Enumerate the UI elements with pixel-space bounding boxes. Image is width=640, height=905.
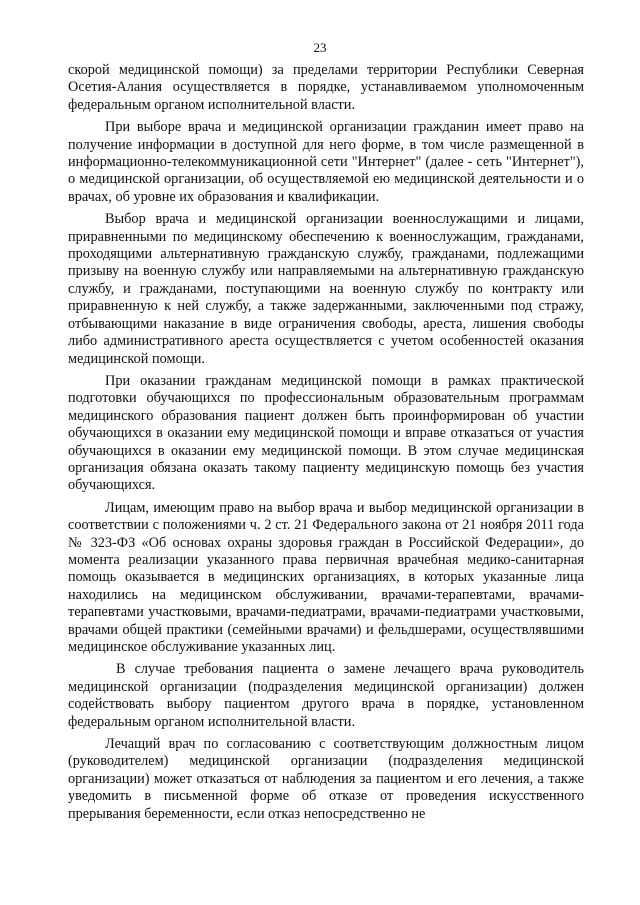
paragraph-doctor-replacement: В случае требования пациента о замене лечащего врача руководитель медицинской организации (подразделения медицинской организации) должен содействовать выбору пациентом другого врача в порядке, установленном федеральным органом исполнительной власти. — [68, 661, 584, 730]
paragraph-federal-law-reference: Лицам, имеющим право на выбор врача и выбор медицинской организации в соответствии с положениями ч. 2 ст. 21 Федерального закона от 21 ноября 2011 года № 323-ФЗ «Об основах охраны здоровья граждан в Российской Федерации», до момента реализации указанного права первичная врачебная медико-санитарная помощь оказывается в медицинских организациях, в которых указанные лица находились на медицинском обслуживании, врачами-терапевтами, врачами-терапевтами участковыми, врачами-педиатрами, врачами-педиатрами участковыми, врачами общей практики (семейными врачами) и фельдшерами, осуществлявшими медицинское обслуживание указанных лиц. — [68, 499, 584, 655]
paragraph-doctor-choice-information: При выборе врача и медицинской организации гражданин имеет право на получение информации в доступной для него форме, в том числе размещенной в информационно-телекоммуникационной сети "Интернет" (далее - сеть "Интернет"), о медицинской организации, об осуществляемой ею медицинской деятельности и о врачах, об уровне их образования и квалификации. — [68, 119, 584, 205]
page-number: 23 — [313, 40, 327, 55]
paragraph-doctor-refusal: Лечащий врач по согласованию с соответствующим должностным лицом (руководителем) медицинской организации (подразделения медицинской организации) может отказаться от наблюдения за пациентом и его лечения, а также уведомить в письменной форме об отказе от проведения искусственного прерывания беременности, если отказ непосредственно не — [68, 736, 584, 822]
document-body — [68, 62, 584, 823]
paragraph-military-personnel-choice: Выбор врача и медицинской организации военнослужащими и лицами, приравненными по медицинскому обеспечению к военнослужащим, гражданами, проходящими альтернативную гражданскую службу, гражданами, подлежащими призыву на военную службу или направляемыми на альтернативную гражданскую службу, и гражданами, поступающими на военную службу по контракту или приравненную к ней службу, а также задержанными, заключенными под стражу, отбывающими наказание в виде ограничения свободы, ареста, лишения свободы либо административного ареста осуществляется с учетом особенностей оказания медицинской помощи. — [68, 211, 584, 367]
paragraph-student-participation: При оказании гражданам медицинской помощи в рамках практической подготовки обучающихся по профессиональным образовательным программам медицинского образования пациент должен быть проинформирован об участии обучающихся в оказании ему медицинской помощи и вправе отказаться от участия обучающихся в оказании ему медицинской помощи. В этом случае медицинская организация обязана оказать такому пациенту медицинскую помощь без участия обучающихся. — [68, 372, 584, 494]
paragraph-continuation: скорой медицинской помощи) за пределами территории Республики Северная Осетия-Алания осуществляется в порядке, устанавливаемом уполномоченным федеральным органом исполнительной власти. — [68, 62, 584, 113]
